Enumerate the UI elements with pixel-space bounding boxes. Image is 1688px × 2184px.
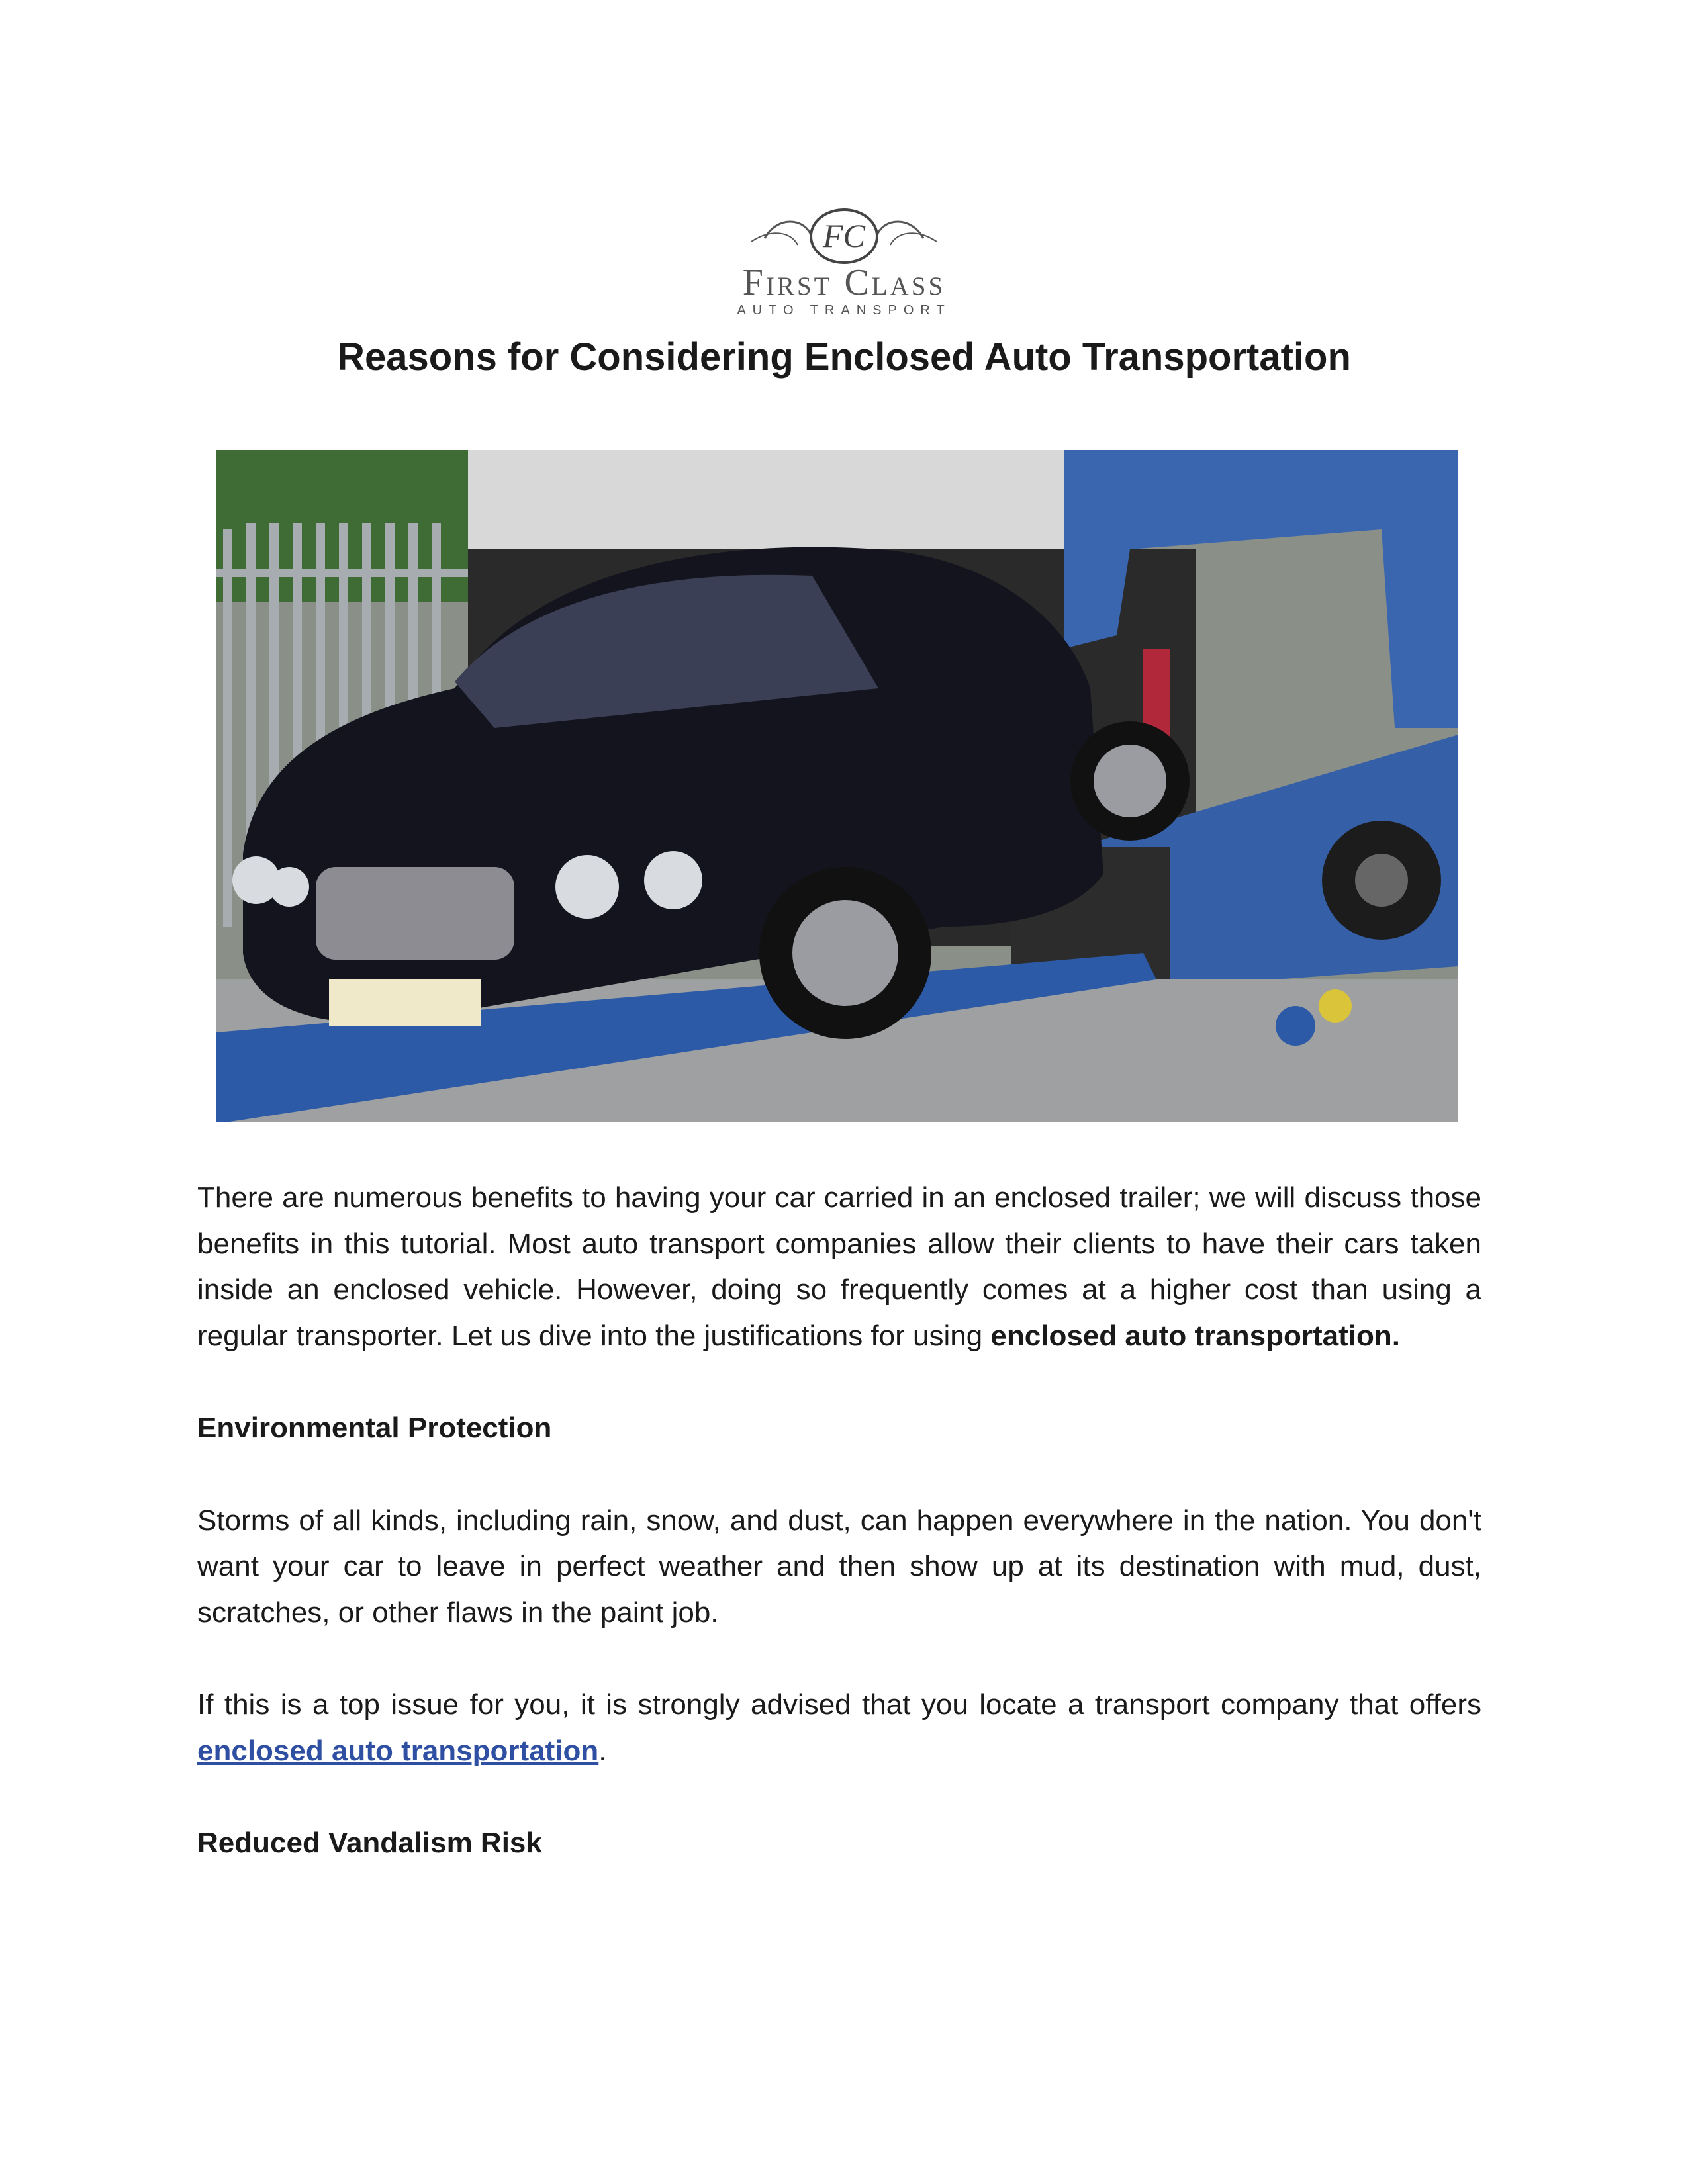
intro-paragraph [197,1175,1481,1359]
article-body [197,1175,1481,1866]
svg-text:First Class: First Class [742,262,946,303]
page-title: Reasons for Considering Enclosed Auto Transportation [337,336,1351,379]
svg-text:FC: FC [823,217,865,254]
advice-period: . [598,1734,607,1767]
environmental-paragraph: Storms of all kinds, including rain, snow, and dust, can happen everywhere in the nation. You don't want your car to leave in perfect weather and then show up at its destination with mud, dust, scratches, or other flaws in the paint job. [197,1504,1481,1629]
intro-text: There are numerous benefits to having your car carried in an enclosed trailer; we will discuss those benefits in this tutorial. Most auto transport companies allow their clients to have their cars taken inside an enclosed vehicle. However, doing so frequently comes at a higher cost than using a regular transporter. Let us dive into the justifications for using [197,1181,1481,1352]
intro-bold-text: enclosed auto transportation. [990,1319,1400,1352]
company-logo [685,202,1003,321]
car-transport-photo [216,450,1458,1122]
svg-text:AUTO TRANSPORT: AUTO TRANSPORT [737,303,951,318]
section-heading-reduced-vandalism-risk: Reduced Vandalism Risk [197,1827,542,1859]
enclosed-auto-transportation-link[interactable]: enclosed auto transportation [197,1734,599,1767]
advice-text: If this is a top issue for you, it is strongly advised that you locate a transport company that offers [197,1688,1481,1721]
section-heading-environmental-protection: Environmental Protection [197,1412,552,1444]
advice-paragraph [197,1682,1481,1774]
